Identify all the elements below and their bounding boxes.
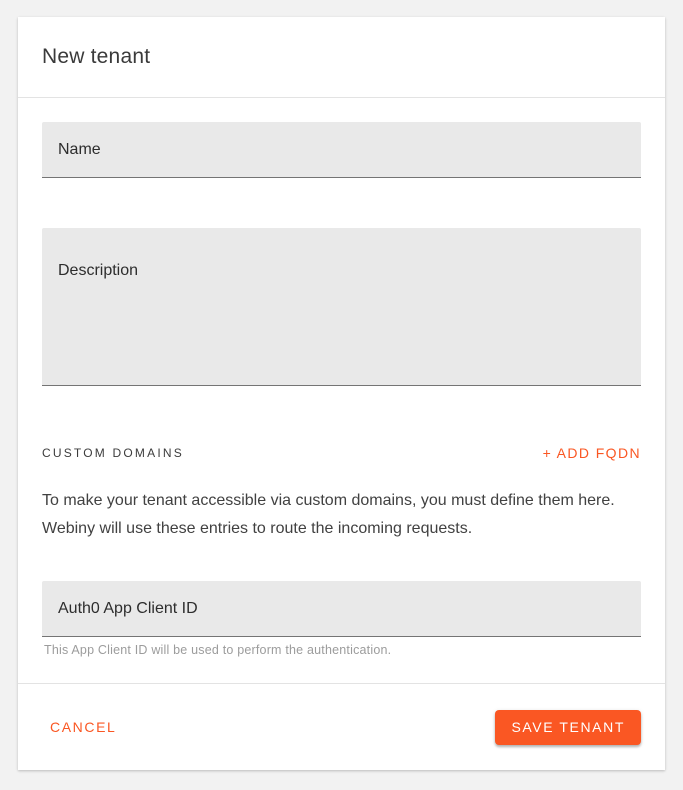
new-tenant-dialog — [18, 17, 665, 770]
custom-domains-description-line: Webiny will use these entries to route the incoming requests. — [42, 520, 473, 537]
save-tenant-button[interactable]: SAVE TENANT — [495, 710, 641, 745]
description-input[interactable] — [42, 228, 641, 386]
dialog-footer — [18, 683, 665, 770]
add-fqdn-button[interactable]: + ADD FQDN — [542, 445, 641, 461]
dialog-content — [18, 98, 665, 683]
custom-domains-description — [42, 487, 641, 543]
custom-domains-label: CUSTOM DOMAINS — [42, 446, 184, 460]
auth0-client-id-input[interactable] — [42, 581, 641, 637]
custom-domains-description-line: To make your tenant accessible via custom domains, you must define them here. — [42, 492, 615, 509]
auth0-helper-text: This App Client ID will be used to perform the authentication. — [44, 643, 392, 657]
name-input[interactable] — [42, 122, 641, 178]
dialog-header — [18, 17, 665, 98]
custom-domains-section-header — [42, 445, 641, 461]
dialog-title: New tenant — [42, 45, 151, 68]
cancel-button[interactable]: CANCEL — [42, 710, 124, 745]
